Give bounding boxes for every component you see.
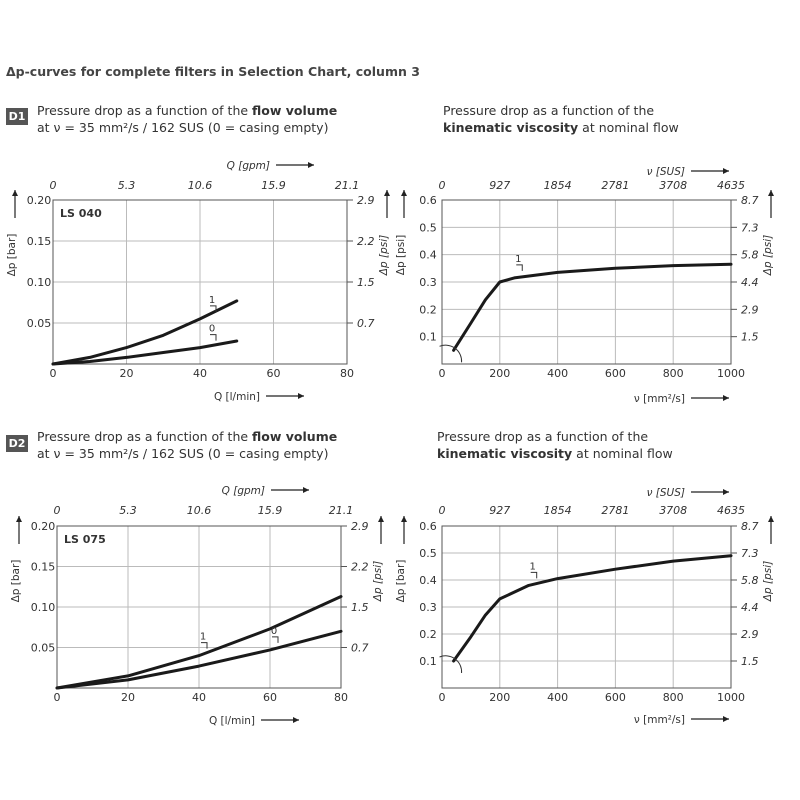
x2-axis-arrow-head bbox=[723, 489, 729, 495]
x2-tick-label: 15.9 bbox=[257, 504, 283, 517]
x2-tick-label: 2781 bbox=[601, 179, 630, 192]
x2-tick-label: 15.9 bbox=[261, 179, 286, 192]
y-tick-label: 0.3 bbox=[419, 601, 437, 614]
x2-axis-label: Q [gpm] bbox=[226, 160, 270, 172]
y2-axis-label: Δp [psi] bbox=[762, 560, 774, 602]
x-axis-label: Q [l/min] bbox=[208, 715, 255, 727]
x-tick-label: 80 bbox=[334, 691, 348, 704]
x2-tick-label: 0 bbox=[438, 179, 446, 192]
y2-tick-label: 2.9 bbox=[741, 628, 759, 641]
y2-tick-label: 1.5 bbox=[741, 655, 759, 668]
chart-annotation: LS 075 bbox=[64, 533, 106, 546]
x-tick-label: 0 bbox=[438, 367, 446, 380]
y-axis-label: Δp [bar] bbox=[6, 233, 18, 277]
x2-tick-label: 21.1 bbox=[334, 179, 360, 192]
caption-bold: kinematic viscosity bbox=[443, 120, 579, 135]
x2-tick-label: 0 bbox=[53, 504, 61, 517]
series-label: 1 bbox=[515, 253, 522, 265]
page-title: Δp-curves for complete filters in Selection Chart, column 3 bbox=[6, 64, 420, 79]
x-axis-label: ν [mm²/s] bbox=[633, 393, 685, 405]
caption-text: Pressure drop as a function of the bbox=[443, 103, 655, 118]
section-badge: D2 bbox=[6, 435, 28, 452]
x-tick-label: 400 bbox=[547, 691, 569, 704]
y2-tick-label: 2.2 bbox=[351, 560, 369, 574]
series-label: 1 bbox=[208, 294, 216, 306]
x-tick-label: 1000 bbox=[717, 367, 745, 380]
x2-tick-label: 0 bbox=[438, 504, 446, 517]
x2-tick-label: 5.3 bbox=[119, 504, 137, 517]
y-tick-label: 0.5 bbox=[419, 547, 437, 560]
y2-tick-label: 7.3 bbox=[741, 547, 759, 560]
y2-tick-label: 0.7 bbox=[351, 641, 369, 655]
caption-text: at ν = 35 mm²/s / 162 SUS (0 = casing empty) bbox=[37, 446, 329, 461]
series-line bbox=[454, 556, 731, 661]
x-tick-label: 1000 bbox=[717, 691, 745, 704]
x2-tick-label: 21.1 bbox=[328, 504, 354, 517]
series-line bbox=[454, 264, 731, 350]
y-tick-label: 0.5 bbox=[419, 221, 437, 235]
y2-axis-arrow-head bbox=[378, 516, 384, 522]
y2-tick-label: 2.2 bbox=[357, 235, 375, 248]
section-badge: D1 bbox=[6, 108, 28, 125]
curve-start-arc bbox=[440, 656, 462, 673]
y-tick-label: 0.4 bbox=[419, 248, 437, 262]
caption-text: at nominal flow bbox=[578, 120, 679, 135]
caption-text: Pressure drop as a function of the bbox=[437, 429, 649, 444]
y2-tick-label: 1.5 bbox=[357, 276, 375, 289]
x2-tick-label: 3708 bbox=[659, 179, 688, 192]
x2-axis-arrow-head bbox=[723, 168, 729, 174]
series-label: 1 bbox=[199, 631, 207, 643]
caption-text: Pressure drop as a function of the bbox=[37, 103, 253, 118]
x-axis-label: Q [l/min] bbox=[213, 391, 260, 403]
y2-tick-label: 2.9 bbox=[351, 520, 369, 533]
x2-tick-label: 3708 bbox=[659, 504, 688, 517]
series-label: 0 bbox=[270, 625, 278, 637]
x-tick-label: 600 bbox=[604, 691, 626, 704]
x-tick-label: 60 bbox=[266, 367, 281, 380]
x-tick-label: 20 bbox=[119, 367, 134, 380]
caption-bold: flow volume bbox=[252, 429, 338, 444]
y2-tick-label: 7.3 bbox=[741, 221, 759, 235]
x-tick-label: 400 bbox=[547, 367, 569, 380]
x2-tick-label: 1854 bbox=[543, 179, 572, 192]
y2-axis-arrow-head bbox=[768, 516, 774, 522]
x-tick-label: 40 bbox=[192, 691, 206, 704]
x2-axis-label: ν [SUS] bbox=[646, 487, 685, 499]
y-tick-label: 0.15 bbox=[30, 560, 56, 574]
x-tick-label: 20 bbox=[121, 691, 135, 704]
y2-tick-label: 5.8 bbox=[741, 248, 759, 262]
x-tick-label: 600 bbox=[604, 367, 626, 380]
x2-tick-label: 1854 bbox=[543, 504, 572, 517]
x2-tick-label: 10.6 bbox=[187, 179, 213, 192]
y2-tick-label: 2.9 bbox=[741, 303, 759, 317]
y-axis-arrow-head bbox=[401, 190, 407, 196]
y-axis-label: Δp [bar] bbox=[395, 559, 407, 603]
x-tick-label: 80 bbox=[340, 367, 354, 380]
y-tick-label: 0.15 bbox=[26, 235, 52, 248]
x-tick-label: 0 bbox=[438, 691, 446, 704]
y-tick-label: 0.4 bbox=[419, 574, 437, 587]
y2-tick-label: 4.4 bbox=[741, 276, 759, 289]
x-tick-label: 800 bbox=[662, 691, 684, 704]
y2-tick-label: 5.8 bbox=[741, 574, 759, 587]
y2-axis-label: Δp [psi] bbox=[762, 234, 774, 276]
x2-axis-arrow-head bbox=[303, 487, 309, 493]
chart-annotation: LS 040 bbox=[60, 207, 102, 220]
x2-tick-label: 5.3 bbox=[117, 179, 136, 192]
y-tick-label: 0.6 bbox=[419, 194, 437, 207]
y-tick-label: 0.1 bbox=[419, 330, 437, 344]
x-tick-label: 40 bbox=[193, 367, 207, 380]
x-tick-label: 0 bbox=[49, 367, 57, 380]
series-label: 0 bbox=[208, 323, 216, 335]
y-tick-label: 0.6 bbox=[419, 520, 437, 533]
curve-start-arc bbox=[440, 345, 462, 362]
y2-tick-label: 8.7 bbox=[741, 194, 759, 207]
x-axis-arrow-head bbox=[293, 717, 299, 723]
x2-axis-label: Q [gpm] bbox=[221, 485, 265, 497]
y-tick-label: 0.10 bbox=[30, 601, 56, 614]
x2-tick-label: 0 bbox=[49, 179, 57, 192]
x2-axis-arrow-head bbox=[308, 162, 314, 168]
x2-tick-label: 927 bbox=[489, 504, 511, 517]
y-axis-label: Δp [bar] bbox=[10, 559, 22, 603]
y2-tick-label: 1.5 bbox=[741, 330, 759, 344]
y-axis-arrow-head bbox=[16, 516, 22, 522]
x2-tick-label: 10.6 bbox=[186, 504, 212, 517]
caption-text: Pressure drop as a function of the bbox=[37, 429, 253, 444]
caption-text: at ν = 35 mm²/s / 162 SUS (0 = casing empty) bbox=[37, 120, 329, 135]
x-axis-label: ν [mm²/s] bbox=[633, 714, 685, 726]
y-tick-label: 0.10 bbox=[26, 276, 52, 289]
series-label-leader bbox=[210, 335, 216, 341]
x-axis-arrow-head bbox=[723, 716, 729, 722]
y2-tick-label: 4.4 bbox=[741, 601, 759, 614]
x-axis-arrow-head bbox=[723, 395, 729, 401]
x2-tick-label: 4635 bbox=[717, 504, 745, 517]
series-label-leader bbox=[516, 265, 522, 271]
y2-tick-label: 1.5 bbox=[351, 601, 369, 614]
caption-bold: kinematic viscosity bbox=[437, 446, 573, 461]
x-axis-arrow-head bbox=[298, 393, 304, 399]
x-tick-label: 200 bbox=[489, 367, 511, 380]
caption-bold: flow volume bbox=[252, 103, 338, 118]
y-tick-label: 0.3 bbox=[419, 276, 437, 289]
y-axis-label: Δp [psi] bbox=[395, 234, 407, 276]
y2-tick-label: 0.7 bbox=[357, 317, 375, 330]
y-tick-label: 0.05 bbox=[30, 641, 56, 655]
x2-axis-label: ν [SUS] bbox=[646, 166, 685, 178]
x-tick-label: 800 bbox=[662, 367, 684, 380]
x2-tick-label: 2781 bbox=[601, 504, 630, 517]
y-axis-arrow-head bbox=[401, 516, 407, 522]
y-tick-label: 0.20 bbox=[30, 520, 56, 533]
y-tick-label: 0.2 bbox=[419, 303, 437, 317]
y-tick-label: 0.20 bbox=[26, 194, 52, 207]
x-tick-label: 200 bbox=[489, 691, 511, 704]
y2-tick-label: 2.9 bbox=[357, 194, 375, 207]
x2-tick-label: 4635 bbox=[717, 179, 745, 192]
y-tick-label: 0.1 bbox=[419, 655, 437, 668]
y2-axis-arrow-head bbox=[384, 190, 390, 196]
y-tick-label: 0.2 bbox=[419, 628, 437, 641]
x2-tick-label: 927 bbox=[489, 179, 511, 192]
y-axis-arrow-head bbox=[12, 190, 18, 196]
series-label-leader bbox=[531, 572, 537, 578]
series-label: 1 bbox=[529, 561, 536, 573]
y2-axis-label: Δp [psi] bbox=[372, 560, 384, 602]
y2-tick-label: 8.7 bbox=[741, 520, 759, 533]
x-tick-label: 0 bbox=[53, 691, 61, 704]
x-tick-label: 60 bbox=[263, 691, 277, 704]
series-label-leader bbox=[272, 637, 278, 643]
y2-axis-label: Δp [psi] bbox=[378, 234, 390, 276]
y2-axis-arrow-head bbox=[768, 190, 774, 196]
y-tick-label: 0.05 bbox=[26, 317, 52, 330]
caption-text: at nominal flow bbox=[572, 446, 673, 461]
